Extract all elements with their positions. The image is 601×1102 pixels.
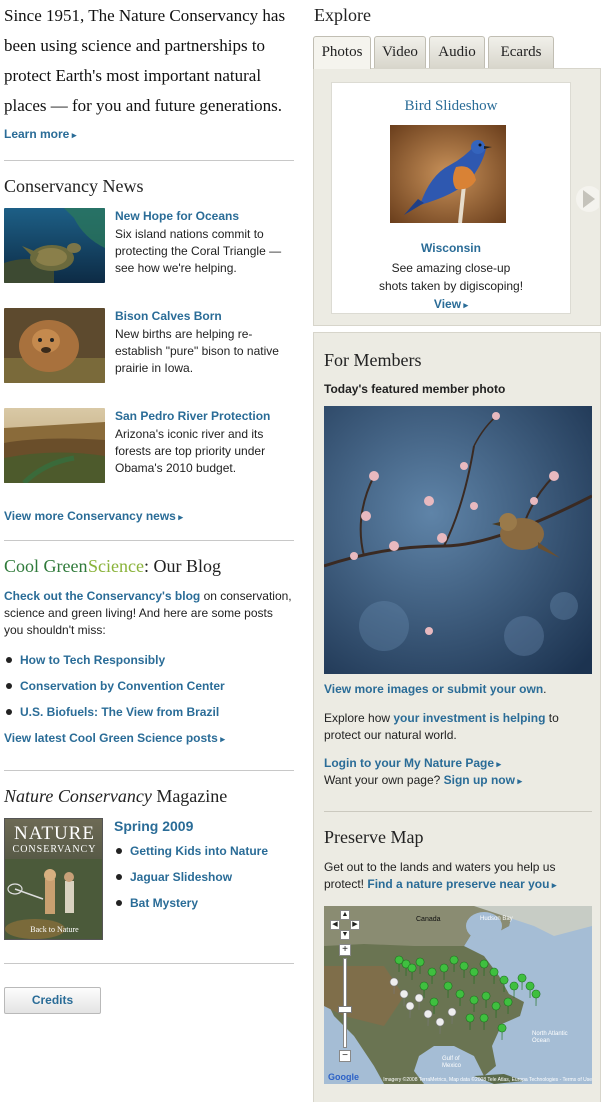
magazine-cover-subtitle: CONSERVANCY (12, 844, 97, 855)
list-item (4, 704, 225, 730)
blog-intro (4, 588, 294, 639)
magazine-issue[interactable]: Spring 2009 (114, 818, 194, 834)
explore-title: Explore (314, 5, 371, 25)
magazine-cover[interactable] (4, 818, 103, 940)
blog-title-cool: Cool (4, 556, 40, 576)
blog-intro-text: on conservation, science and green living! And here are some posts you shouldn't miss: (4, 589, 292, 637)
map-credit: Imagery ©2008 TerraMetrics, Map data ©2008 Tele Atlas, Europa Technologies - Terms of Use (383, 1077, 592, 1083)
sea-turtle-photo[interactable] (4, 208, 105, 283)
intro-text: Since 1951, The Nature Conservancy has been using science and partnerships to protect Earth's most important natural places — for you and future generations. (4, 6, 286, 115)
magazine-link[interactable]: Bat Mystery (130, 896, 199, 910)
blog-title-rest: : Our Blog (143, 556, 221, 576)
news-body: New births are helping re-establish "pure" bison to native prairie in Iowa. (115, 327, 279, 375)
list-item (4, 652, 225, 678)
map-label-hudson-bay: Hudson Bay (480, 916, 513, 922)
pan-right-icon[interactable]: ▶ (350, 920, 360, 930)
divider (324, 811, 592, 812)
magazine-cover-title: NATURE (14, 823, 95, 844)
bison-calf-photo[interactable] (4, 308, 105, 383)
magazine-title (4, 786, 227, 807)
signup-pre: Want your own page? (324, 773, 444, 787)
preserve-markers (324, 906, 592, 1084)
view-latest-blog-link[interactable]: View latest Cool Green Science posts ▸ (4, 731, 225, 745)
sign-up-link[interactable]: Sign up now ▸ (444, 773, 522, 787)
slideshow-title[interactable]: Bird Slideshow (404, 98, 498, 114)
news-headline[interactable]: New Hope for Oceans (115, 209, 240, 223)
preserve-title: Preserve Map (324, 827, 424, 847)
divider (4, 160, 294, 161)
magazine-link[interactable]: Jaguar Slideshow (130, 870, 233, 884)
pan-down-icon[interactable]: ▼ (341, 931, 349, 938)
blog-post-link[interactable]: How to Tech Responsibly (20, 653, 166, 667)
news-headline[interactable]: Bison Calves Born (115, 309, 222, 323)
preserve-text-body: Get out to the lands and waters you help us protect! (324, 860, 556, 891)
news-item (4, 208, 294, 288)
credits-button[interactable]: Credits (4, 987, 101, 1014)
tab-photos[interactable]: Photos (313, 36, 371, 69)
zoom-in-button[interactable]: + (339, 944, 351, 956)
blog-title-green: Green (43, 556, 88, 576)
view-more-images-link[interactable]: View more images or submit your own. (324, 682, 547, 696)
login-nature-page-link[interactable]: Login to your My Nature Page ▸ (324, 756, 501, 770)
list-item (4, 678, 225, 704)
list-item (114, 895, 268, 921)
news-title: Conservancy News (4, 176, 144, 196)
magazine-link[interactable]: Getting Kids into Nature (130, 844, 268, 858)
list-item (114, 869, 268, 895)
members-panel (313, 332, 601, 1102)
divider (4, 963, 294, 964)
featured-member-photo[interactable] (324, 406, 592, 674)
map-label-gulf: Gulf of Mexico (442, 1056, 462, 1069)
members-title: For Members (324, 350, 422, 370)
news-item (4, 308, 294, 388)
next-arrow-button[interactable] (575, 184, 599, 214)
learn-more-link[interactable]: Learn more ▸ (4, 127, 76, 141)
list-item (114, 843, 268, 869)
pan-up-icon[interactable]: ▲ (341, 911, 349, 918)
blog-title (4, 556, 221, 577)
news-headline[interactable]: San Pedro River Protection (115, 409, 271, 423)
map-label-atlantic: North Atlantic Ocean (532, 1031, 568, 1044)
news-body: Six island nations commit to protecting the Coral Triangle — see how we're helping. (115, 227, 282, 275)
river-landscape-photo[interactable] (4, 408, 105, 483)
tab-ecards[interactable]: Ecards (488, 36, 554, 68)
pan-left-icon[interactable]: ◀ (330, 920, 340, 930)
blog-link[interactable]: Check out the Conservancy's blog (4, 589, 201, 603)
zoom-out-button[interactable]: − (339, 1050, 351, 1062)
map-marker-group (390, 956, 540, 1040)
slideshow-caption (378, 259, 524, 314)
blog-post-list (4, 652, 225, 730)
preserve-text (324, 859, 589, 894)
map-label-canada: Canada (416, 916, 441, 923)
find-preserve-link[interactable]: Find a nature preserve near you ▸ (367, 877, 556, 891)
members-explore-text (324, 710, 584, 744)
members-explore-post: to protect our natural world. (324, 711, 559, 742)
google-logo: Google (328, 1072, 359, 1082)
slideshow-location[interactable]: Wisconsin (421, 241, 481, 255)
slideshow-view-link[interactable]: View ▸ (434, 297, 468, 311)
view-more-news-link[interactable]: View more Conservancy news ▸ (4, 509, 183, 523)
preserve-map[interactable] (324, 906, 592, 1084)
divider (4, 540, 294, 541)
magazine-link-list (114, 843, 268, 921)
view-more-images-text: View more images or submit your own (324, 682, 544, 696)
members-subtitle: Today's featured member photo (324, 382, 506, 396)
chevron-right-icon (575, 184, 599, 214)
magazine-cover-tagline: Back to Nature (30, 925, 79, 934)
tab-video[interactable]: Video (374, 36, 426, 68)
bluebird-photo[interactable] (390, 125, 506, 223)
investment-link[interactable]: your investment is helping (393, 711, 546, 725)
blog-title-science: Science (88, 556, 144, 576)
blog-post-link[interactable]: U.S. Biofuels: The View from Brazil (20, 705, 220, 719)
magazine-title-italic: Nature Conservancy (4, 786, 152, 806)
signup-line (324, 773, 522, 787)
divider (4, 770, 294, 771)
members-explore-pre: Explore how (324, 711, 394, 725)
blog-post-link[interactable]: Conservation by Convention Center (20, 679, 225, 693)
magazine-title-rest: Magazine (151, 786, 228, 806)
slideshow-card (331, 82, 571, 314)
news-body: Arizona's iconic river and its forests are top priority under Obama's 2010 budget. (115, 427, 266, 475)
tab-audio[interactable]: Audio (429, 36, 485, 68)
slideshow-caption-text: See amazing close-up shots taken by digiscoping! (378, 261, 524, 293)
news-item (4, 408, 294, 488)
explore-section (313, 0, 601, 326)
